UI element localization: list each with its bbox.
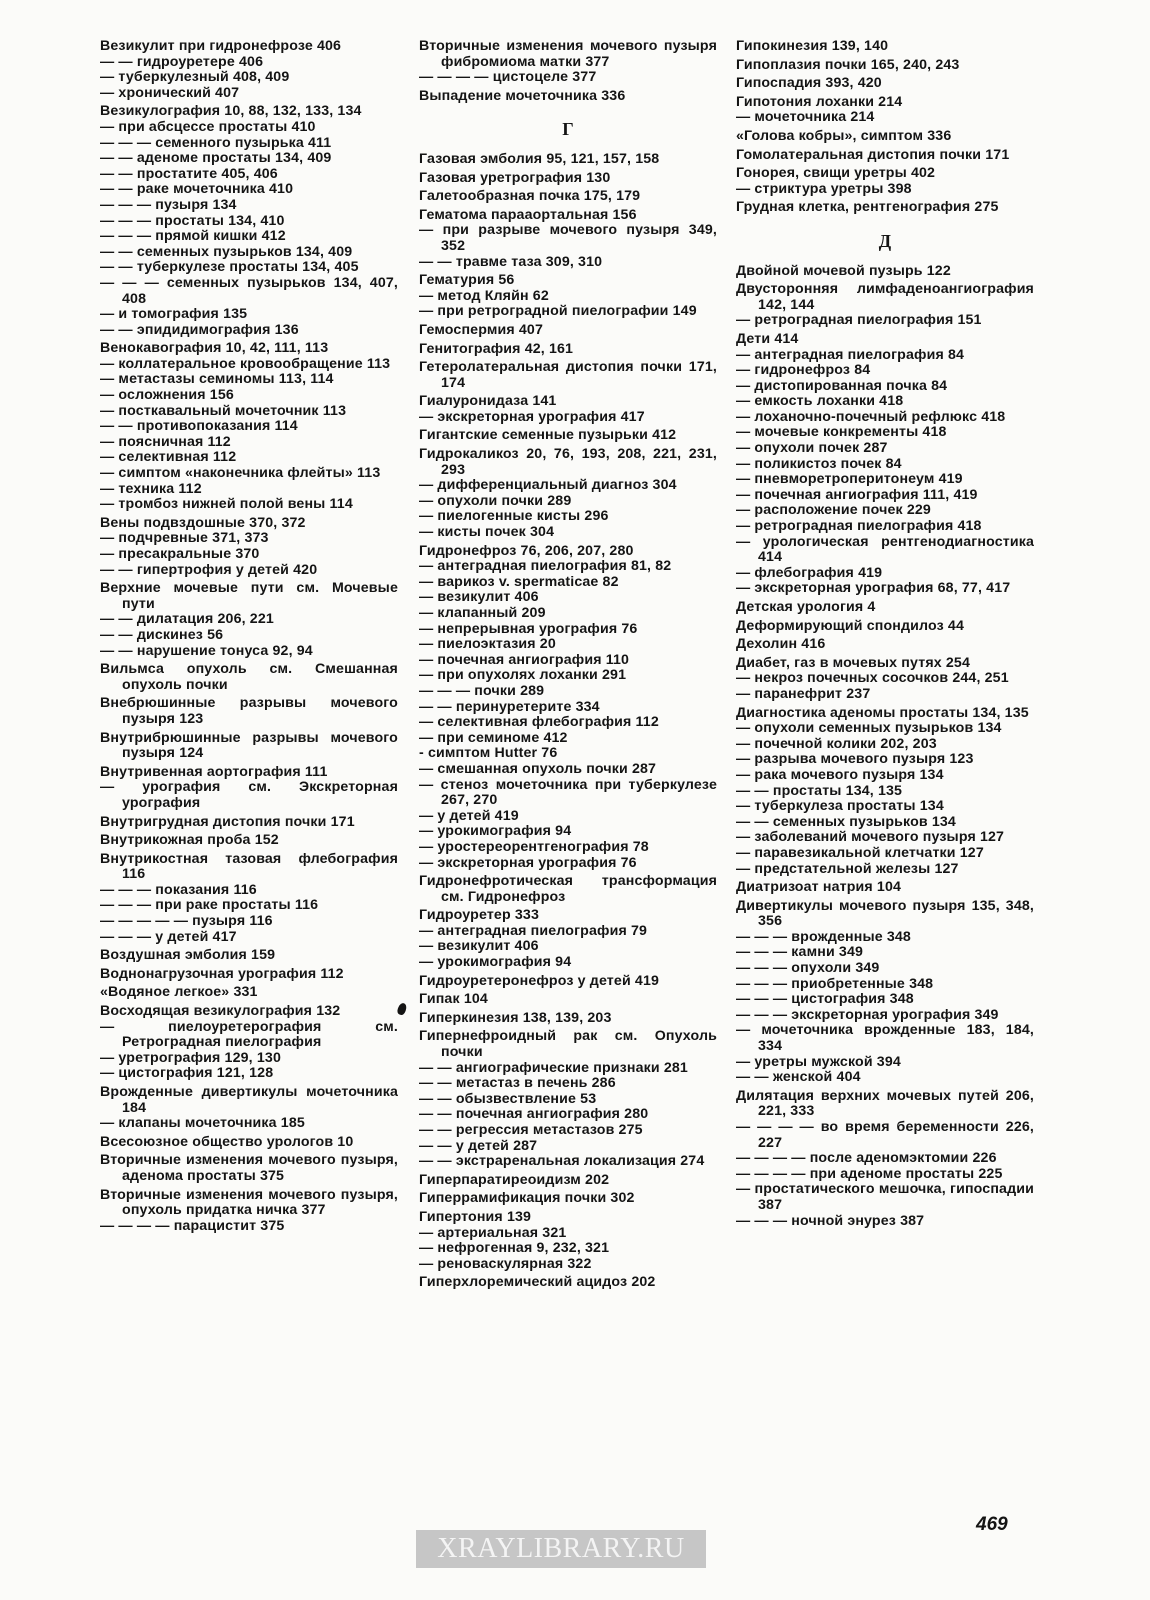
index-entry: — — туберкулезе простаты 134, 405: [100, 259, 359, 276]
index-entry: — — — экскреторная урография 349: [736, 1006, 999, 1023]
index-entry: Гидронефротическая трансформация см. Гидронефроз: [419, 873, 717, 905]
index-entry: — некроз почечных сосочков 244, 251: [736, 670, 1009, 687]
index-entry: — хронический 407: [100, 84, 240, 101]
index-entry: Гипотония лоханки 214: [736, 93, 903, 110]
index-entry: — метод Кляйн 62: [419, 287, 549, 304]
index-entry: Венокавография 10, 42, 111, 113: [100, 340, 329, 357]
index-entry: — — дискинез 56: [100, 626, 224, 643]
index-entry: Гипернефроидный рак см. Опухоль почки: [419, 1028, 717, 1061]
index-entry: — — — показания 116: [100, 881, 257, 898]
index-entry: — кисты почек 304: [419, 524, 555, 541]
index-entry: — поликистоз почек 84: [736, 455, 902, 472]
index-entry: — — раке мочеточника 410: [100, 181, 294, 198]
index-entry: — — — семенных пузырьков 134, 407, 408: [100, 274, 398, 307]
index-entry: — уростереорентгенография 78: [419, 838, 649, 855]
index-entry: — — — простаты 134, 410: [100, 212, 285, 229]
index-entry: Внутрикостная тазовая флебография 116: [100, 850, 398, 883]
index-entry: — — аденоме простаты 134, 409: [100, 150, 332, 167]
index-column-1: [100, 36, 398, 1234]
index-entry: — смешанная опухоль почки 287: [419, 760, 657, 777]
index-entry: — урокимография 94: [419, 823, 572, 840]
index-entry: — почечной колики 202, 203: [736, 735, 937, 752]
index-entry: Вильмса опухоль см. Смешанная опухоль почки: [100, 661, 398, 693]
index-entry: — клапанный 209: [419, 605, 546, 621]
index-entry: — — — — цистоцеле 377: [419, 69, 597, 86]
index-entry: — ретроградная пиелография 151: [736, 312, 982, 329]
index-entry: Гиперхлоремический ацидоз 202: [419, 1274, 656, 1291]
section-letter: Д: [878, 230, 892, 251]
index-column-3: [736, 36, 1034, 1229]
index-entry: Гидроуретер 333: [419, 907, 540, 924]
index-entry: — урокимография 94: [419, 954, 572, 971]
index-entry: — — простатите 405, 406: [100, 165, 278, 182]
index-entry: Всесоюзное общество урологов 10: [100, 1133, 354, 1150]
index-entry: — ретроградная пиелография 418: [736, 518, 982, 535]
index-entry: Воднонагрузочная урография 112: [100, 965, 344, 982]
index-entry: — — у детей 287: [419, 1137, 538, 1154]
index-entry: Внутривенная аортография 111: [100, 763, 328, 780]
index-entry: — простатического мешочка, гипоспадии 387: [736, 1181, 1034, 1213]
index-entry: — селективная 112: [100, 449, 237, 466]
index-entry: — — — — при аденоме простаты 225: [736, 1165, 1003, 1182]
index-entry: — при абсцессе простаты 410: [100, 118, 316, 135]
index-entry: Диагностика аденомы простаты 134, 135: [736, 704, 1029, 721]
index-entry: Гипоспадия 393, 420: [736, 75, 882, 92]
index-entry: Гомолатеральная дистопия почки 171: [736, 146, 1010, 163]
index-entry: — техника 112: [100, 480, 202, 497]
index-entry: Вены подвздошные 370, 372: [100, 514, 306, 531]
index-entry: — — семенных пузырьков 134, 409: [100, 243, 353, 260]
index-entry: — при семиноме 412: [419, 729, 568, 746]
index-entry: Гигантские семенные пузырьки 412: [419, 427, 677, 444]
index-entry: — рака мочевого пузыря 134: [736, 766, 944, 783]
index-entry: — — — — во время беременности 226, 227: [736, 1119, 1034, 1151]
page-number: 469: [976, 1514, 1008, 1535]
index-entry: — симптом «наконечника флейты» 113: [100, 465, 381, 482]
index-entry: Грудная клетка, рентгенография 275: [736, 199, 999, 216]
index-entry: — — метастаз в печень 286: [419, 1075, 616, 1092]
index-entry: — — — у детей 417: [100, 928, 237, 945]
index-entry: — — перинуретерите 334: [419, 698, 600, 715]
index-entry: — пресакральные 370: [100, 546, 260, 562]
index-entry: — везикулит 406: [419, 589, 539, 606]
index-entry: Деформирующий спондилоз 44: [736, 617, 965, 634]
index-entry: «Водяное легкое» 331: [100, 984, 258, 1001]
index-entry: — опухоли почки 289: [419, 492, 572, 509]
index-entry: — — эпидидимография 136: [100, 321, 299, 338]
index-entry: — осложнения 156: [100, 387, 234, 404]
index-entry: — экскреторная урография 68, 77, 417: [736, 580, 1011, 597]
index-entry: — — травме таза 309, 310: [419, 253, 603, 270]
index-entry: Вторичные изменения мочевого пузыря, опухоль придатка ничка 377: [100, 1186, 398, 1219]
index-entry: — пневморетроперитонеум 419: [736, 471, 963, 488]
index-entry: — — регрессия метастазов 275: [419, 1122, 643, 1138]
index-entry: — у детей 419: [419, 807, 519, 824]
index-entry: — — — — парацистит 375: [100, 1217, 285, 1234]
index-entry: — подчревные 371, 373: [100, 530, 269, 547]
index-entry: Диатризоат натрия 104: [736, 879, 902, 896]
index-entry: — нефрогенная 9, 232, 321: [419, 1240, 610, 1257]
index-entry: Гидроуретеронефроз у детей 419: [419, 972, 660, 989]
index-entry: — гидронефроз 84: [736, 362, 871, 379]
index-entry: — коллатеральное кровообращение 113: [100, 355, 391, 372]
index-entry: — заболеваний мочевого пузыря 127: [736, 829, 1005, 846]
index-entry: — опухоли почек 287: [736, 440, 888, 457]
index-entry: — везикулит 406: [419, 938, 539, 955]
index-entry: — лоханочно-почечный рефлюкс 418: [736, 408, 1006, 425]
index-entry: - симптом Hutter 76: [419, 745, 558, 762]
index-entry: — уретрография 129, 130: [100, 1049, 281, 1066]
index-entry: Детская урология 4: [736, 599, 876, 615]
index-entry: — артериальная 321: [419, 1224, 567, 1241]
index-entry: Гипокинезия 139, 140: [736, 38, 889, 54]
index-entry: — пиелоэктазия 20: [419, 636, 556, 653]
index-entry: Двойной мочевой пузырь 122: [736, 262, 951, 279]
index-entry: Дивертикулы мочевого пузыря 135, 348, 356: [736, 897, 1034, 930]
index-entry: — антеградная пиелография 81, 82: [419, 558, 672, 575]
index-entry: Гемоспермия 407: [419, 321, 543, 338]
index-entry: — мочеточника врожденные 183, 184, 334: [736, 1022, 1034, 1055]
index-entry: — — — семенного пузырька 411: [100, 134, 332, 151]
index-entry: Гетеролатеральная дистопия почки 171, 174: [419, 359, 717, 391]
index-entry: Внутригрудная дистопия почки 171: [100, 813, 355, 830]
index-entry: — — — приобретенные 348: [736, 975, 934, 992]
index-entry: Двусторонняя лимфаденоангиография 142, 144: [736, 281, 1034, 313]
index-entry: — — гипертрофия у детей 420: [100, 561, 318, 578]
index-entry: «Голова кобры», симптом 336: [736, 127, 952, 144]
index-entry: — реноваскулярная 322: [419, 1255, 592, 1272]
index-entry: — паранефрит 237: [736, 685, 871, 702]
index-entry: Воздушная эмболия 159: [100, 947, 276, 964]
index-entry: Внутрикожная проба 152: [100, 832, 279, 849]
index-entry: — при ретроградной пиелографии 149: [419, 303, 697, 320]
index-entry: Диабет, газ в мочевых путях 254: [736, 654, 971, 671]
index-entry: Вторичные изменения мочевого пузыря фибромиома матки 377: [419, 38, 717, 70]
index-entry: — варикоз v. spermaticae 82: [419, 573, 619, 590]
index-entry: Гематома парааортальная 156: [419, 206, 637, 223]
index-entry: Врожденные дивертикулы мочеточника 184: [100, 1084, 398, 1116]
index-entry: Внебрюшинные разрывы мочевого пузыря 123: [100, 695, 398, 727]
index-entry: Везикулит при гидронефрозе 406: [100, 38, 342, 54]
index-entry: — — семенных пузырьков 134: [736, 813, 956, 830]
index-entry: — — противопоказания 114: [100, 418, 298, 435]
index-entry: Дилятация верхних мочевых путей 206, 221, 333: [736, 1087, 1034, 1120]
index-entry: — паравезикальной клетчатки 127: [736, 844, 984, 861]
index-entry: — дистопированная почка 84: [736, 377, 948, 394]
index-entry: — посткавальный мочеточник 113: [100, 402, 347, 419]
index-entry: — тромбоз нижней полой вены 114: [100, 496, 353, 513]
index-entry: — стеноз мочеточника при туберкулезе 267, 270: [419, 776, 717, 809]
index-entry: Гипак 104: [419, 991, 488, 1008]
index-entry: — поясничная 112: [100, 433, 231, 450]
index-entry: — при разрыве мочевого пузыря 349, 352: [419, 222, 717, 254]
index-entry: — разрыва мочевого пузыря 123: [736, 751, 974, 768]
index-entry: Гиперкинезия 138, 139, 203: [419, 1009, 612, 1026]
index-entry: — флебография 419: [736, 564, 883, 581]
index-entry: — и томография 135: [100, 306, 248, 323]
index-entry: — непрерывная урография 76: [419, 620, 638, 637]
index-entry: Гипертония 139: [419, 1208, 532, 1225]
index-entry: Галетообразная почка 175, 179: [419, 188, 641, 205]
index-entry: — стриктура уретры 398: [736, 180, 912, 197]
index-entry: — расположение почек 229: [736, 502, 931, 519]
index-entry: — при опухолях лоханки 291: [419, 667, 627, 684]
index-entry: — — — — после аденомэктомии 226: [736, 1150, 997, 1167]
index-entry: Везикулография 10, 88, 132, 133, 134: [100, 103, 362, 120]
index-entry: — — — цистография 348: [736, 991, 914, 1008]
index-entry: Гидронефроз 76, 206, 207, 280: [419, 542, 634, 559]
index-entry: Вторичные изменения мочевого пузыря, аденома простаты 375: [100, 1152, 398, 1184]
section-letter: Г: [562, 119, 574, 140]
index-entry: — мочевые конкременты 418: [736, 424, 947, 441]
index-entry: Гиперпаратиреоидизм 202: [419, 1171, 610, 1188]
index-entry: Гидрокаликоз 20, 76, 193, 208, 221, 231, 293: [419, 446, 717, 478]
watermark-logo: XRAYLIBRARY.RU: [416, 1530, 706, 1568]
index-entry: — — — ночной энурез 387: [736, 1212, 925, 1229]
index-entry: — антеградная пиелография 79: [419, 922, 648, 939]
index-entry: Гиалуронидаза 141: [419, 393, 557, 410]
index-entry: — опухоли семенных пузырьков 134: [736, 720, 1002, 737]
index-entry: Восходящая везикулография 132: [100, 1003, 341, 1020]
index-entry: — — — врожденные 348: [736, 928, 911, 945]
index-entry: — туберкулезный 408, 409: [100, 69, 290, 86]
index-entry: Дехолин 416: [736, 636, 826, 653]
index-entry: — экскреторная урография 417: [419, 408, 645, 425]
index-entry: — антеградная пиелография 84: [736, 346, 965, 363]
index-entry: — — дилатация 206, 221: [100, 611, 274, 628]
index-entry: — мочеточника 214: [736, 109, 875, 126]
index-entry: Дети 414: [736, 330, 799, 347]
index-entry: — емкость лоханки 418: [736, 393, 904, 410]
index-entry: Газовая уретрография 130: [419, 169, 611, 186]
index-entry: — пиелогенные кисты 296: [419, 508, 609, 525]
index-entry: — — — пузыря 134: [100, 196, 237, 213]
index-entry: — почечная ангиография 110: [419, 651, 630, 668]
index-entry: — экскреторная урография 76: [419, 854, 637, 871]
index-entry: Гиперрамификация почки 302: [419, 1190, 635, 1207]
index-entry: — — — прямой кишки 412: [100, 228, 286, 245]
index-entry: — почечная ангиография 111, 419: [736, 486, 978, 503]
index-entry: — — гидроуретере 406: [100, 53, 264, 70]
index-entry: — — — камни 349: [736, 944, 864, 961]
index-entry: — — — почки 289: [419, 682, 545, 699]
index-entry: — — — опухоли 349: [736, 960, 880, 977]
index-entry: — — нарушение тонуса 92, 94: [100, 642, 313, 659]
index-entry: — — обызвествление 53: [419, 1090, 597, 1107]
index-entry: — селективная флебография 112: [419, 714, 659, 731]
index-entry: — — экстраренальная локализация 274: [419, 1153, 705, 1170]
index-entry: Выпадение мочеточника 336: [419, 87, 626, 104]
index-entry: Гонорея, свищи уретры 402: [736, 165, 936, 182]
index-entry: — туберкулеза простаты 134: [736, 798, 944, 815]
index-entry: — урологическая рентгенодиагностика 414: [736, 533, 1034, 566]
index-entry: Гематурия 56: [419, 272, 515, 289]
index-entry: — — женской 404: [736, 1069, 861, 1086]
index-entry: — урография см. Экскреторная урография: [100, 779, 398, 811]
index-entry: — предстательной железы 127: [736, 860, 959, 877]
index-entry: — — — — — пузыря 116: [100, 913, 273, 930]
index-entry: — клапаны мочеточника 185: [100, 1115, 305, 1132]
index-entry: — пиелоуретерография см. Ретроградная пиелография: [100, 1018, 398, 1051]
index-entry: Верхние мочевые пути см. Мочевые пути: [100, 580, 398, 612]
index-entry: Внутрибрюшинные разрывы мочевого пузыря 124: [100, 729, 398, 762]
index-entry: — цистография 121, 128: [100, 1065, 274, 1082]
index-entry: — метастазы семиномы 113, 114: [100, 371, 334, 388]
index-entry: — — почечная ангиография 280: [419, 1106, 649, 1123]
index-entry: Генитография 42, 161: [419, 340, 574, 357]
index-entry: — уретры мужской 394: [736, 1053, 901, 1070]
index-entry: Гипоплазия почки 165, 240, 243: [736, 56, 960, 73]
index-entry: — — — при раке простаты 116: [100, 897, 319, 914]
index-entry: — дифференциальный диагноз 304: [419, 477, 677, 494]
index-entry: — — ангиографические признаки 281: [419, 1059, 688, 1076]
index-entry: Газовая эмболия 95, 121, 157, 158: [419, 150, 660, 167]
index-entry: — — простаты 134, 135: [736, 782, 903, 799]
index-column-2: [419, 36, 717, 1291]
